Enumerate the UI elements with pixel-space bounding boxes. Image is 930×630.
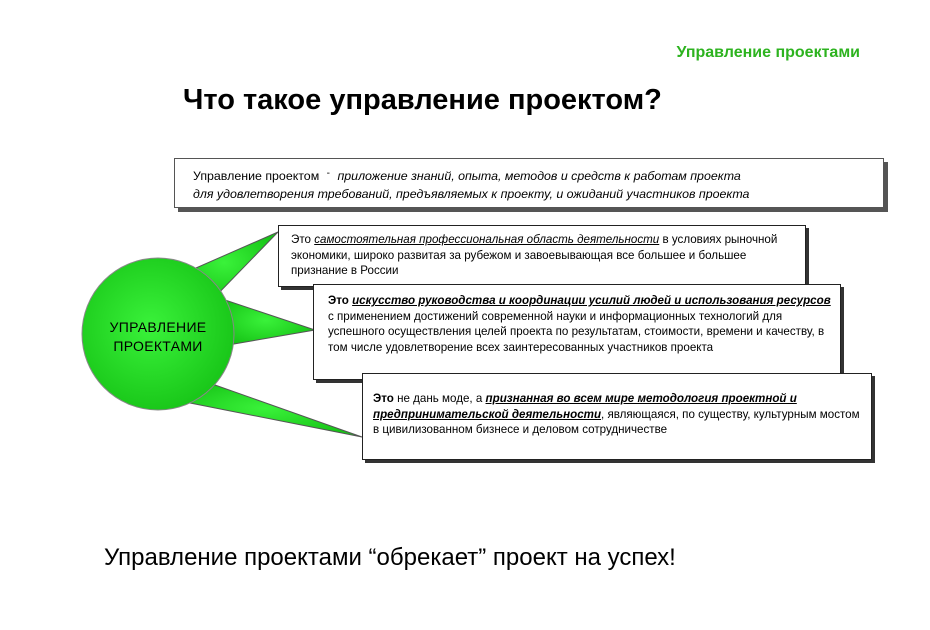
box2-prefix: Это — [328, 294, 349, 307]
slide-title: Что такое управление проектом? — [183, 84, 662, 116]
callout-pointer-2 — [225, 300, 315, 345]
box2-highlight: искусство руководства и координации усилий людей и использования ресурсов — [352, 294, 831, 307]
box3-prefix: Это — [373, 392, 394, 405]
definition-text-line2: для удовлетворения требований, предъявляемых к проекту, и ожиданий участников проекта — [193, 187, 750, 201]
box3-highlight: признанная во всем мире методология проектной и предпринимательской деятельности — [373, 392, 797, 421]
bottom-slogan: Управление проектами “обрекает” проект на успех! — [104, 544, 676, 571]
box1-prefix: Это — [291, 233, 311, 246]
info-box-1 — [278, 225, 806, 287]
center-label-line1: УПРАВЛЕНИЕ — [109, 319, 207, 335]
info-box-2 — [313, 284, 841, 380]
box1-highlight: самостоятельная профессиональная область деятельности — [314, 233, 660, 246]
definition-dash: - — [326, 168, 331, 179]
info-box-3 — [362, 373, 872, 460]
definition-term: Управление проектом — [193, 169, 320, 183]
box3-text: , являющаяся, по существу, культурным мостом в цивилизованном бизнесе и деловом сотрудничестве — [373, 407, 860, 437]
center-circle-label — [88, 318, 228, 356]
box2-text: с применением достижений современной науки и информационных технологий для успешного осуществления целей проекта по результатам, стоимости, времени и качеству, в том числе удовлетворение всех заинтересованных участников проекта — [328, 309, 825, 354]
definition-text-line1: приложение знаний, опыта, методов и средств к работам проекта — [337, 169, 741, 183]
box3-pre-text: не дань моде, а — [393, 392, 486, 405]
callout-pointer-3 — [185, 385, 362, 437]
section-label: Управление проектами — [676, 44, 860, 61]
center-label-line2: ПРОЕКТАМИ — [113, 338, 203, 354]
box1-text: в условиях рыночной экономики, широко развитая за рубежом и завоевывающая все большее и большее признание в России — [291, 233, 778, 278]
